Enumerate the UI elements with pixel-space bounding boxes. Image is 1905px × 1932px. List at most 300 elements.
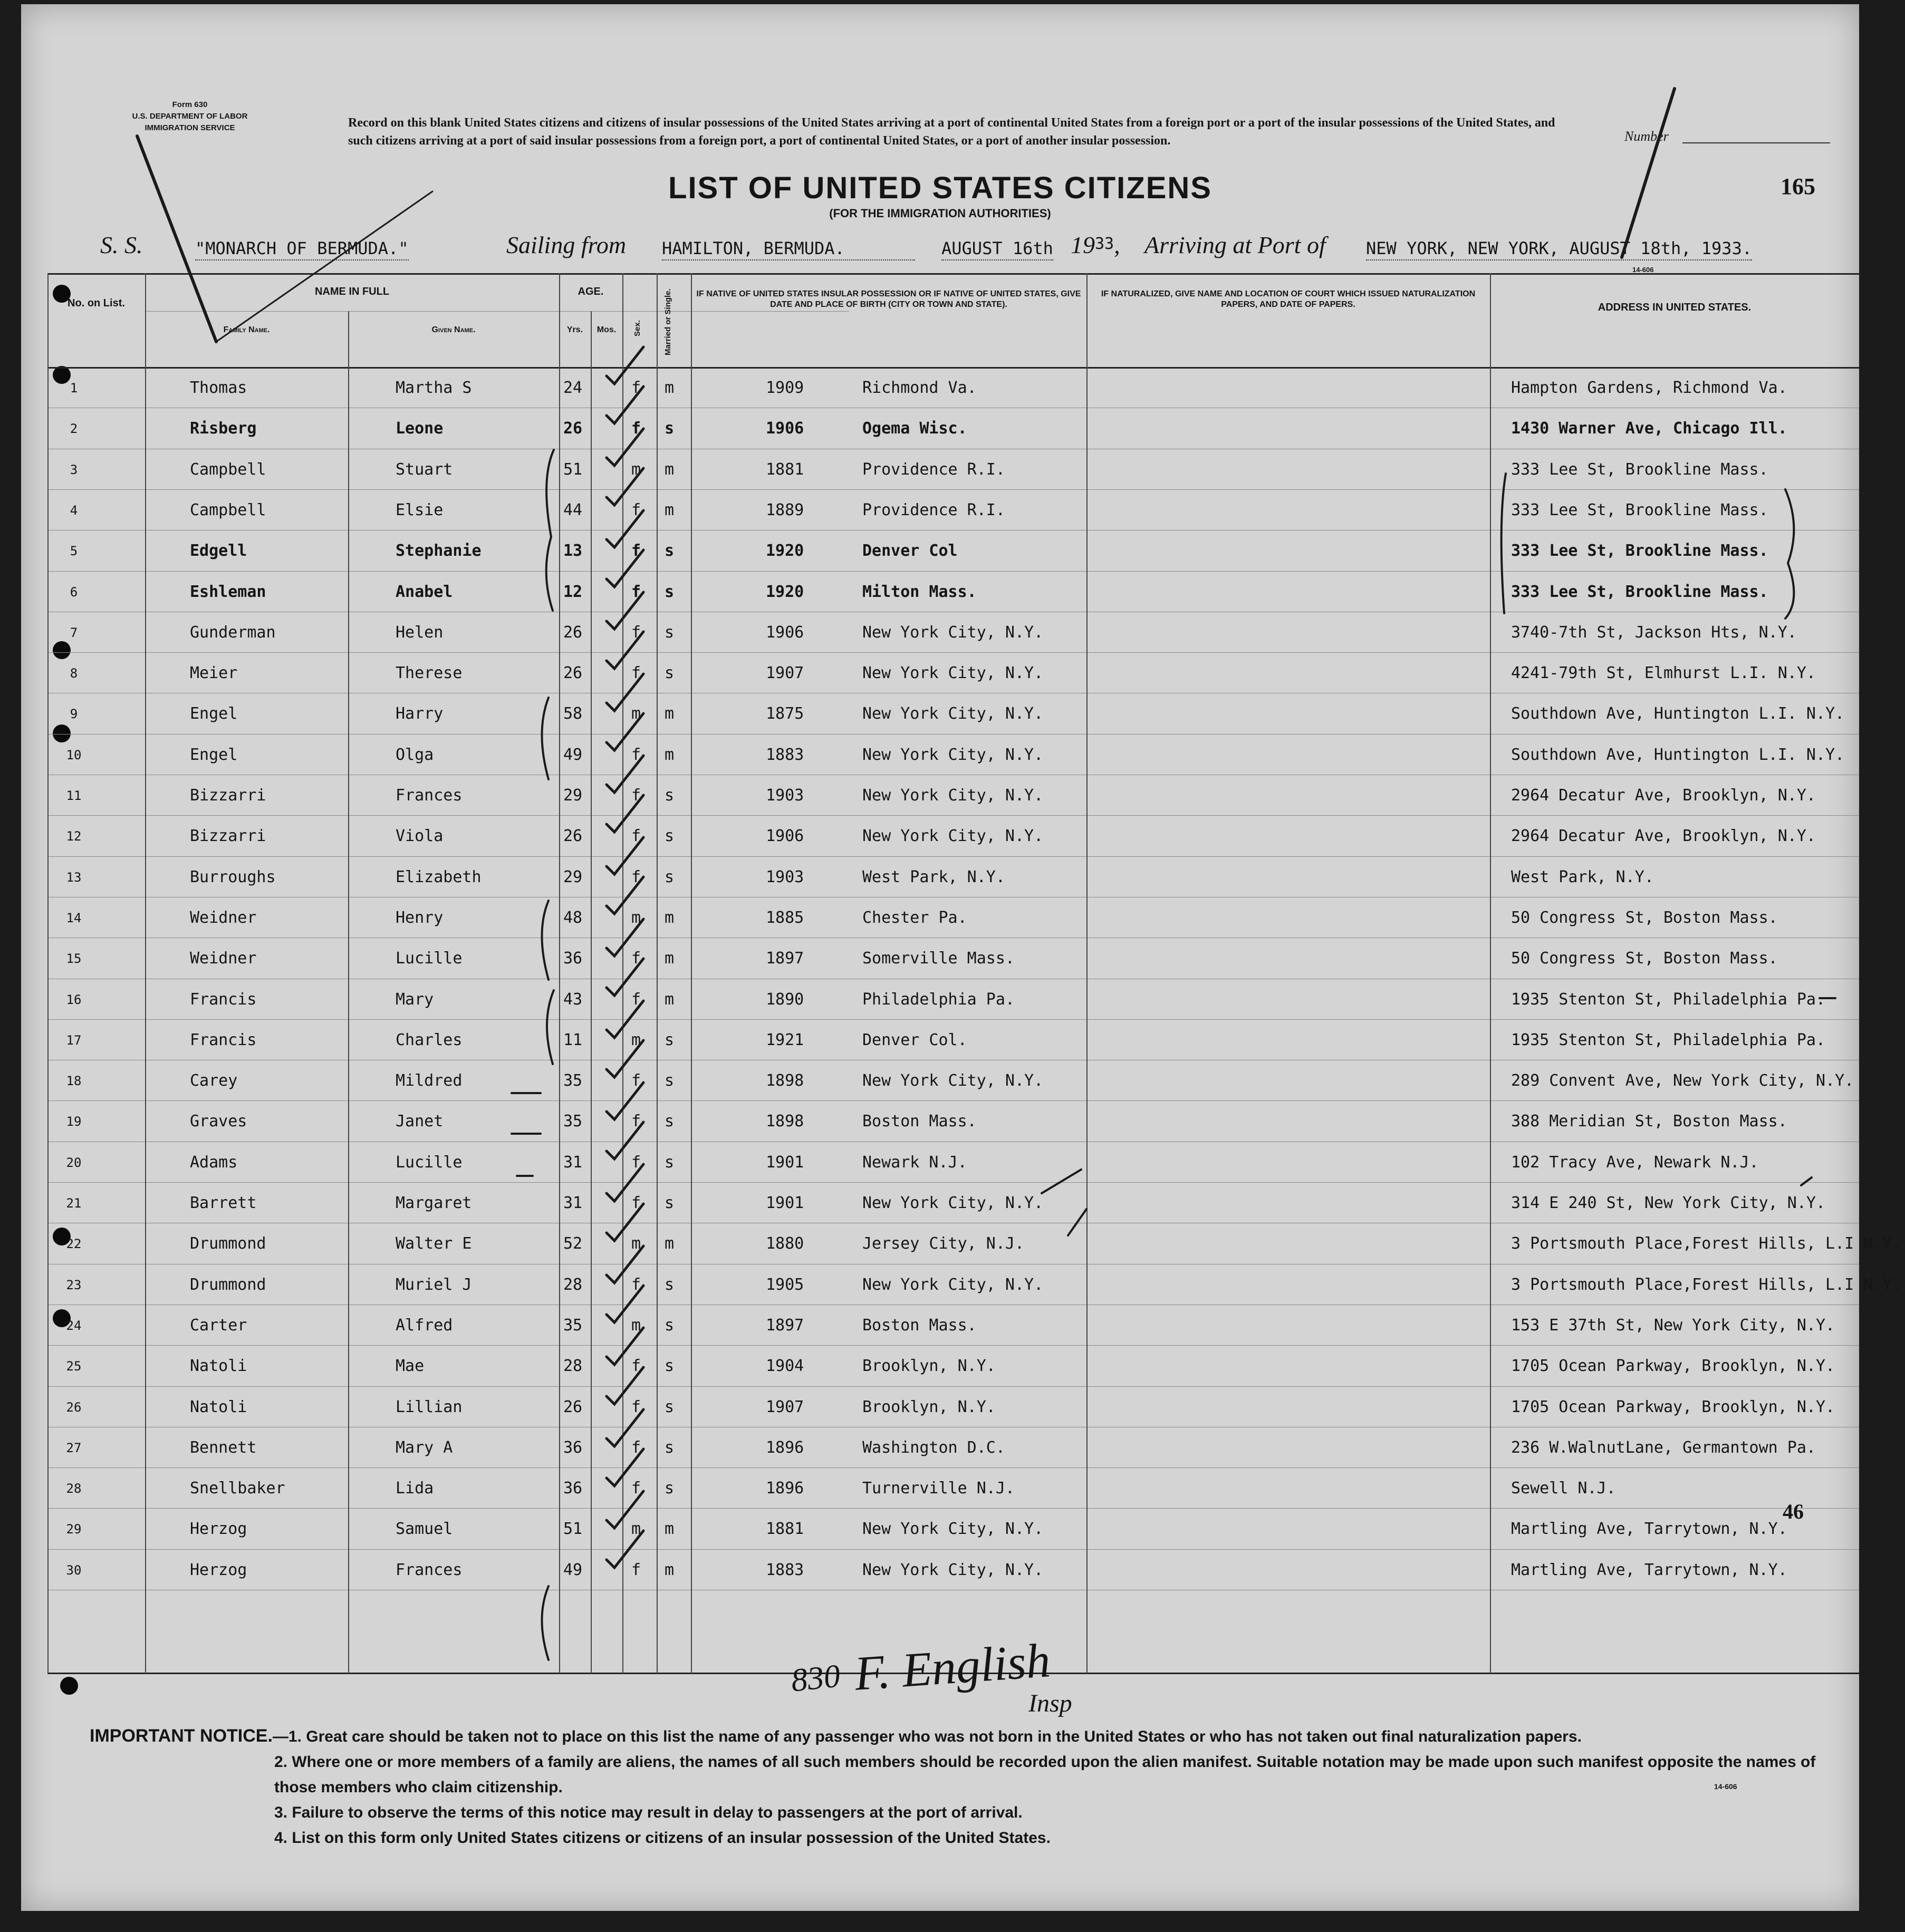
cell-age: 35: [563, 1316, 583, 1335]
cell-sex: m: [631, 1030, 641, 1049]
cell-year: 1875: [766, 704, 804, 723]
cell-place: New York City, N.Y.: [862, 1071, 1044, 1090]
cell-no: 26: [66, 1399, 82, 1415]
service-name: IMMIGRATION SERVICE: [145, 123, 235, 132]
cell-family: Bizzarri: [190, 786, 266, 805]
cell-given: Frances: [396, 1560, 463, 1579]
cell-sex: f: [631, 1560, 641, 1579]
cell-address: 1935 Stenton St, Philadelphia Pa.: [1511, 990, 1826, 1009]
cell-sex: f: [631, 500, 641, 519]
cell-sex: f: [631, 419, 641, 438]
cell-given: Lida: [396, 1479, 434, 1498]
table-row: [47, 1264, 1902, 1305]
cell-place: New York City, N.Y.: [862, 664, 1044, 683]
table-row: [47, 775, 1859, 815]
cell-address: 1430 Warner Ave, Chicago Ill.: [1511, 419, 1787, 438]
cell-family: Carter: [190, 1316, 247, 1335]
cell-no: 17: [66, 1032, 82, 1048]
cell-sex: f: [631, 1397, 641, 1416]
subheader-rule: [145, 311, 849, 312]
table-row: [47, 1386, 1859, 1427]
cell-no: 30: [66, 1562, 82, 1578]
cell-no: 14: [66, 910, 82, 925]
cell-place: Newark N.J.: [862, 1153, 967, 1172]
cell-address: 50 Congress St, Boston Mass.: [1511, 949, 1778, 968]
sailing-label: Sailing from: [506, 231, 627, 258]
cell-age: 51: [563, 460, 583, 479]
cell-given: Mae: [396, 1357, 425, 1376]
table-row: [47, 815, 1859, 856]
cell-age: 11: [563, 1030, 583, 1049]
cell-given: Therese: [396, 664, 463, 683]
table-row: [47, 1182, 1859, 1223]
cell-year: 1883: [766, 1560, 804, 1579]
cell-age: 29: [563, 867, 583, 886]
cell-family: Risberg: [190, 419, 257, 438]
cell-age: 29: [563, 786, 583, 805]
table-row: [47, 1223, 1902, 1263]
cell-no: 21: [66, 1196, 82, 1211]
cell-no: 22: [66, 1237, 82, 1252]
cell-given: Margaret: [396, 1194, 472, 1212]
cell-place: New York City, N.Y.: [862, 745, 1044, 764]
cell-age: 49: [563, 745, 583, 764]
cell-given: Leone: [396, 419, 444, 438]
cell-given: Janet: [396, 1112, 444, 1131]
cell-year: 1907: [766, 664, 804, 683]
cell-address: 236 W.WalnutLane, Germantown Pa.: [1511, 1438, 1816, 1457]
cell-age: 35: [563, 1071, 583, 1090]
cell-year: 1905: [766, 1275, 804, 1294]
cell-age: 48: [563, 908, 583, 927]
cell-address: Martling Ave, Tarrytown, N.Y.: [1511, 1520, 1787, 1539]
cell-place: New York City, N.Y.: [862, 1275, 1044, 1294]
cell-place: New York City, N.Y.: [862, 827, 1044, 846]
cell-age: 24: [563, 379, 583, 397]
cell-place: Boston Mass.: [862, 1316, 977, 1335]
cell-married: m: [665, 990, 675, 1009]
cell-married: m: [665, 500, 675, 519]
bottom-form-code: 14-606: [1714, 1782, 1737, 1791]
cell-address: 1935 Stenton St, Philadelphia Pa.: [1511, 1030, 1826, 1049]
cell-year: 1890: [766, 990, 804, 1009]
arriving-label: Arriving at Port of: [1144, 231, 1326, 258]
cell-married: m: [665, 908, 675, 927]
table-row: [47, 1345, 1859, 1386]
cell-address: 333 Lee St, Brookline Mass.: [1511, 500, 1768, 519]
cell-no: 15: [66, 951, 82, 967]
col-header-sex: Sex.: [633, 320, 642, 337]
cell-no: 8: [70, 666, 78, 681]
cell-year: 1889: [766, 500, 804, 519]
cell-address: Martling Ave, Tarrytown, N.Y.: [1511, 1560, 1787, 1579]
cell-married: m: [665, 949, 675, 968]
cell-no: 9: [70, 707, 78, 722]
cell-married: s: [665, 786, 675, 805]
arrival-port: NEW YORK, NEW YORK, AUGUST 18th, 1933.: [1366, 238, 1752, 260]
cell-no: 19: [66, 1114, 82, 1129]
cell-no: 16: [66, 992, 82, 1007]
cell-family: Engel: [190, 704, 238, 723]
cell-no: 18: [66, 1074, 82, 1089]
table-row: [47, 693, 1859, 733]
cell-age: 26: [563, 664, 583, 683]
cell-given: Elsie: [396, 500, 444, 519]
cell-family: Francis: [190, 990, 257, 1009]
cell-no: 29: [66, 1522, 82, 1537]
important-notice: [90, 1723, 1830, 1851]
number-label: Number: [1624, 129, 1669, 144]
cell-no: 23: [66, 1277, 82, 1292]
cell-family: Snellbaker: [190, 1479, 285, 1498]
cell-address: 388 Meridian St, Boston Mass.: [1511, 1112, 1787, 1131]
cell-age: 49: [563, 1560, 583, 1579]
cell-address: West Park, N.Y.: [1511, 867, 1654, 886]
cell-no: 7: [70, 625, 78, 640]
cell-no: 3: [70, 462, 78, 477]
cell-sex: f: [631, 379, 641, 397]
cell-age: 36: [563, 949, 583, 968]
cell-married: s: [665, 664, 675, 683]
cell-given: Elizabeth: [396, 867, 482, 886]
cell-year: 1898: [766, 1071, 804, 1090]
notice-heading: IMPORTANT NOTICE.: [90, 1726, 273, 1746]
cell-family: Campbell: [190, 460, 266, 479]
cell-married: s: [665, 1194, 675, 1212]
signature-prefix: 830: [789, 1658, 842, 1699]
cell-year: 1896: [766, 1438, 804, 1457]
col-header-no: No. on List.: [68, 297, 125, 309]
cell-no: 2: [70, 421, 78, 437]
cell-sex: f: [631, 1071, 641, 1090]
cell-year: 1880: [766, 1234, 804, 1253]
cell-year: 1898: [766, 1112, 804, 1131]
cell-married: s: [665, 1153, 675, 1172]
cell-given: Charles: [396, 1030, 463, 1049]
cell-age: 58: [563, 704, 583, 723]
cell-place: Providence R.I.: [862, 460, 1005, 479]
cell-sex: f: [631, 867, 641, 886]
cell-married: s: [665, 1030, 675, 1049]
cell-age: 36: [563, 1479, 583, 1498]
cell-sex: f: [631, 990, 641, 1009]
cell-address: 289 Convent Ave, New York City, N.Y.: [1511, 1071, 1854, 1090]
cell-age: 12: [563, 582, 583, 601]
cell-family: Burroughs: [190, 867, 276, 886]
cell-year: 1885: [766, 908, 804, 927]
col-header-married: Married or Single.: [663, 288, 672, 356]
cell-no: 4: [70, 503, 78, 518]
cell-place: Providence R.I.: [862, 500, 1005, 519]
cell-married: s: [665, 1316, 675, 1335]
cell-family: Campbell: [190, 500, 266, 519]
cell-married: s: [665, 1071, 675, 1090]
cell-sex: f: [631, 1153, 641, 1172]
cell-sex: f: [631, 1479, 641, 1498]
cell-sex: f: [631, 1357, 641, 1376]
table-row: [47, 1427, 1859, 1467]
cell-sex: m: [631, 704, 641, 723]
form-identifier: [105, 99, 274, 134]
cell-married: m: [665, 704, 675, 723]
page-subtitle: (FOR THE IMMIGRATION AUTHORITIES): [829, 207, 1051, 220]
record-instructions: Record on this blank United States citizens and citizens of insular possessions of the United States arriving at a port of continental United States from a foreign port or a port of the insular possessions of the United States, and such citizens arriving at a port of said insular possessions from a foreign port, a port of continental United States, or a port of another insular possession.: [348, 116, 1555, 148]
cell-family: Weidner: [190, 908, 257, 927]
year-suffix: 33: [1095, 235, 1114, 253]
cell-age: 26: [563, 419, 583, 438]
col-header-given: Given Name.: [431, 325, 476, 334]
cell-address: 1705 Ocean Parkway, Brooklyn, N.Y.: [1511, 1397, 1835, 1416]
notice-item-3: 3. Failure to observe the terms of this notice may result in delay to passengers at the port of arrival.: [274, 1804, 1023, 1821]
cell-year: 1904: [766, 1357, 804, 1376]
cell-sex: f: [631, 1275, 641, 1294]
cell-sex: f: [631, 745, 641, 764]
page-title: LIST OF UNITED STATES CITIZENS: [668, 171, 1212, 205]
cell-family: Meier: [190, 664, 238, 683]
cell-given: Stephanie: [396, 542, 482, 561]
cell-family: Bizzarri: [190, 827, 266, 846]
cell-place: Philadelphia Pa.: [862, 990, 1015, 1009]
cell-sex: f: [631, 827, 641, 846]
cell-family: Carey: [190, 1071, 238, 1090]
manifest-page: [21, 4, 1902, 1911]
cell-year: 1903: [766, 786, 804, 805]
cell-place: New York City, N.Y.: [862, 1194, 1044, 1212]
cell-age: 43: [563, 990, 583, 1009]
cell-address: 333 Lee St, Brookline Mass.: [1511, 460, 1768, 479]
page-number: 165: [1781, 173, 1815, 199]
cell-age: 26: [563, 827, 583, 846]
cell-address: Sewell N.J.: [1511, 1479, 1616, 1498]
cell-given: Anabel: [396, 582, 453, 601]
cell-address: 50 Congress St, Boston Mass.: [1511, 908, 1778, 927]
cell-sex: f: [631, 1194, 641, 1212]
cell-married: s: [665, 1357, 675, 1376]
cell-address: Southdown Ave, Huntington L.I. N.Y.: [1511, 745, 1845, 764]
cell-family: Weidner: [190, 949, 257, 968]
cell-sex: m: [631, 908, 641, 927]
ss-label: S. S.: [100, 231, 143, 258]
cell-given: Helen: [396, 623, 444, 642]
cell-year: 1897: [766, 949, 804, 968]
cell-age: 51: [563, 1520, 583, 1539]
cell-given: Frances: [396, 786, 463, 805]
cell-married: s: [665, 1275, 675, 1294]
cell-married: s: [665, 542, 675, 561]
cell-family: Drummond: [190, 1275, 266, 1294]
cell-married: m: [665, 1234, 675, 1253]
table-row: [47, 652, 1859, 693]
cell-married: s: [665, 867, 675, 886]
cell-year: 1909: [766, 379, 804, 397]
cell-address: 153 E 37th St, New York City, N.Y.: [1511, 1316, 1835, 1335]
cell-married: s: [665, 419, 675, 438]
table-row: [47, 530, 1859, 571]
notice-item-1: —1. Great care should be taken not to place on this list the name of any passenger who was not born in the United States or who has not taken out final naturalization papers.: [272, 1728, 1582, 1745]
cell-place: New York City, N.Y.: [862, 1560, 1044, 1579]
cell-sex: f: [631, 582, 641, 601]
cell-no: 13: [66, 870, 82, 885]
cell-age: 35: [563, 1112, 583, 1131]
cell-age: 31: [563, 1153, 583, 1172]
cell-given: Viola: [396, 827, 444, 846]
col-header-naturalized: IF NATURALIZED, GIVE NAME AND LOCATION OF COURT WHICH ISSUED NATURALIZATION PAPERS, AND DATE OF PAPERS.: [1101, 289, 1476, 309]
cell-family: Graves: [190, 1112, 247, 1131]
cell-given: Martha S: [396, 379, 472, 397]
cell-place: New York City, N.Y.: [862, 1520, 1044, 1539]
cell-given: Samuel: [396, 1520, 453, 1539]
table-row: [47, 856, 1859, 897]
cell-sex: f: [631, 542, 641, 561]
col-header-yrs: Yrs.: [566, 325, 583, 334]
table-row: [47, 489, 1859, 530]
cell-no: 6: [70, 584, 78, 600]
cell-address: 333 Lee St, Brookline Mass.: [1511, 542, 1768, 561]
cell-place: Denver Col.: [862, 1030, 967, 1049]
table-row: [47, 897, 1859, 938]
cell-no: 12: [66, 829, 82, 844]
cell-no: 25: [66, 1359, 82, 1374]
cell-age: 26: [563, 623, 583, 642]
table-row: [47, 1305, 1859, 1345]
cell-place: Ogema Wisc.: [862, 419, 967, 438]
cell-sex: f: [631, 786, 641, 805]
cell-given: Lillian: [396, 1397, 463, 1416]
col-header-birth: IF NATIVE OF UNITED STATES INSULAR POSSESSION OR IF NATIVE OF UNITED STATES, GIVE DATE AND PLACE OF BIRTH (CITY OR TOWN AND STATE).: [696, 289, 1081, 309]
cell-address: 314 E 240 St, New York City, N.Y.: [1511, 1194, 1826, 1212]
cell-married: m: [665, 1560, 675, 1579]
cell-year: 1901: [766, 1194, 804, 1212]
cell-age: 31: [563, 1194, 583, 1212]
cell-sex: f: [631, 1438, 641, 1457]
cell-sex: f: [631, 949, 641, 968]
cell-year: 1921: [766, 1030, 804, 1049]
cell-given: Lucille: [396, 1153, 463, 1172]
table-row: [47, 1549, 1859, 1590]
cell-address: 333 Lee St, Brookline Mass.: [1511, 582, 1768, 601]
cell-place: West Park, N.Y.: [862, 867, 1005, 886]
cell-given: Stuart: [396, 460, 453, 479]
cell-year: 1897: [766, 1316, 804, 1335]
cell-place: Denver Col: [862, 542, 958, 561]
cell-married: s: [665, 827, 675, 846]
table-row: [47, 1060, 1859, 1100]
cell-age: 44: [563, 500, 583, 519]
cell-given: Walter E: [396, 1234, 472, 1253]
cell-place: New York City, N.Y.: [862, 623, 1044, 642]
cell-given: Olga: [396, 745, 434, 764]
cell-age: 28: [563, 1357, 583, 1376]
cell-year: 1881: [766, 460, 804, 479]
signature-title: Insp: [1028, 1689, 1072, 1717]
cell-given: Muriel J: [396, 1275, 472, 1294]
cell-no: 28: [66, 1481, 82, 1496]
cell-year: 1906: [766, 419, 804, 438]
cell-place: Washington D.C.: [862, 1438, 1005, 1457]
top-form-code: 14-606: [1632, 266, 1654, 274]
cell-no: 1: [70, 381, 78, 395]
year-field: 1933,: [1071, 231, 1120, 258]
cell-married: m: [665, 379, 675, 397]
cell-family: Francis: [190, 1030, 257, 1049]
cell-address: 102 Tracy Ave, Newark N.J.: [1511, 1153, 1759, 1172]
table-row: [47, 1019, 1859, 1060]
cell-place: Boston Mass.: [862, 1112, 977, 1131]
department-name: U.S. DEPARTMENT OF LABOR: [132, 112, 248, 121]
cell-no: 20: [66, 1155, 82, 1170]
cell-address: 3740-7th St, Jackson Hts, N.Y.: [1511, 623, 1797, 642]
cell-age: 26: [563, 1397, 583, 1416]
table-row: [47, 612, 1859, 652]
cell-family: Thomas: [190, 379, 247, 397]
cell-family: Barrett: [190, 1194, 257, 1212]
number-field-line: [1682, 142, 1830, 143]
cell-sex: f: [631, 664, 641, 683]
col-header-name: NAME IN FULL: [314, 286, 390, 297]
cell-given: Alfred: [396, 1316, 453, 1335]
cell-year: 1906: [766, 623, 804, 642]
cell-age: 28: [563, 1275, 583, 1294]
cell-no: 24: [66, 1318, 82, 1333]
cell-given: Lucille: [396, 949, 463, 968]
cell-married: m: [665, 460, 675, 479]
cell-married: s: [665, 1438, 675, 1457]
table-row: [47, 367, 1859, 408]
cell-year: 1906: [766, 827, 804, 846]
cell-year: 1903: [766, 867, 804, 886]
cell-place: Brooklyn, N.Y.: [862, 1357, 996, 1376]
cell-no: 10: [66, 747, 82, 762]
cell-family: Herzog: [190, 1560, 247, 1579]
cell-place: New York City, N.Y.: [862, 786, 1044, 805]
cell-year: 1896: [766, 1479, 804, 1498]
cell-address: 2964 Decatur Ave, Brooklyn, N.Y.: [1511, 827, 1816, 846]
cell-address: 3 Portsmouth Place,Forest Hills, L.I N.Y.: [1511, 1234, 1902, 1253]
cell-family: Edgell: [190, 542, 247, 561]
cell-sex: m: [631, 1316, 641, 1335]
cell-place: Somerville Mass.: [862, 949, 1015, 968]
cell-year: 1881: [766, 1520, 804, 1539]
table-row: [47, 938, 1859, 978]
notice-item-4: 4. List on this form only United States citizens or citizens of an insular possession of the United States.: [274, 1829, 1051, 1847]
table-row: [47, 571, 1859, 612]
cell-year: 1901: [766, 1153, 804, 1172]
signature-name: F. English: [852, 1633, 1052, 1701]
cell-place: Richmond Va.: [862, 379, 977, 397]
cell-address: 2964 Decatur Ave, Brooklyn, N.Y.: [1511, 786, 1816, 805]
cell-married: s: [665, 1479, 675, 1498]
cell-place: Jersey City, N.J.: [862, 1234, 1025, 1253]
cell-age: 52: [563, 1234, 583, 1253]
cell-sex: m: [631, 1234, 641, 1253]
form-number: Form 630: [172, 100, 208, 109]
table-row: [47, 979, 1859, 1019]
cell-given: Mildred: [396, 1071, 463, 1090]
cell-place: New York City, N.Y.: [862, 704, 1044, 723]
table-row: [47, 1142, 1859, 1182]
cell-sex: f: [631, 1112, 641, 1131]
cell-married: s: [665, 1397, 675, 1416]
table-row: [47, 734, 1859, 775]
voyage-line: [21, 231, 1859, 268]
col-header-family: Family Name.: [223, 325, 270, 334]
cell-place: Brooklyn, N.Y.: [862, 1397, 996, 1416]
cell-no: 11: [66, 788, 82, 803]
cell-year: 1883: [766, 745, 804, 764]
cell-year: 1907: [766, 1397, 804, 1416]
margin-note: 46: [1783, 1500, 1804, 1523]
cell-family: Natoli: [190, 1397, 247, 1416]
